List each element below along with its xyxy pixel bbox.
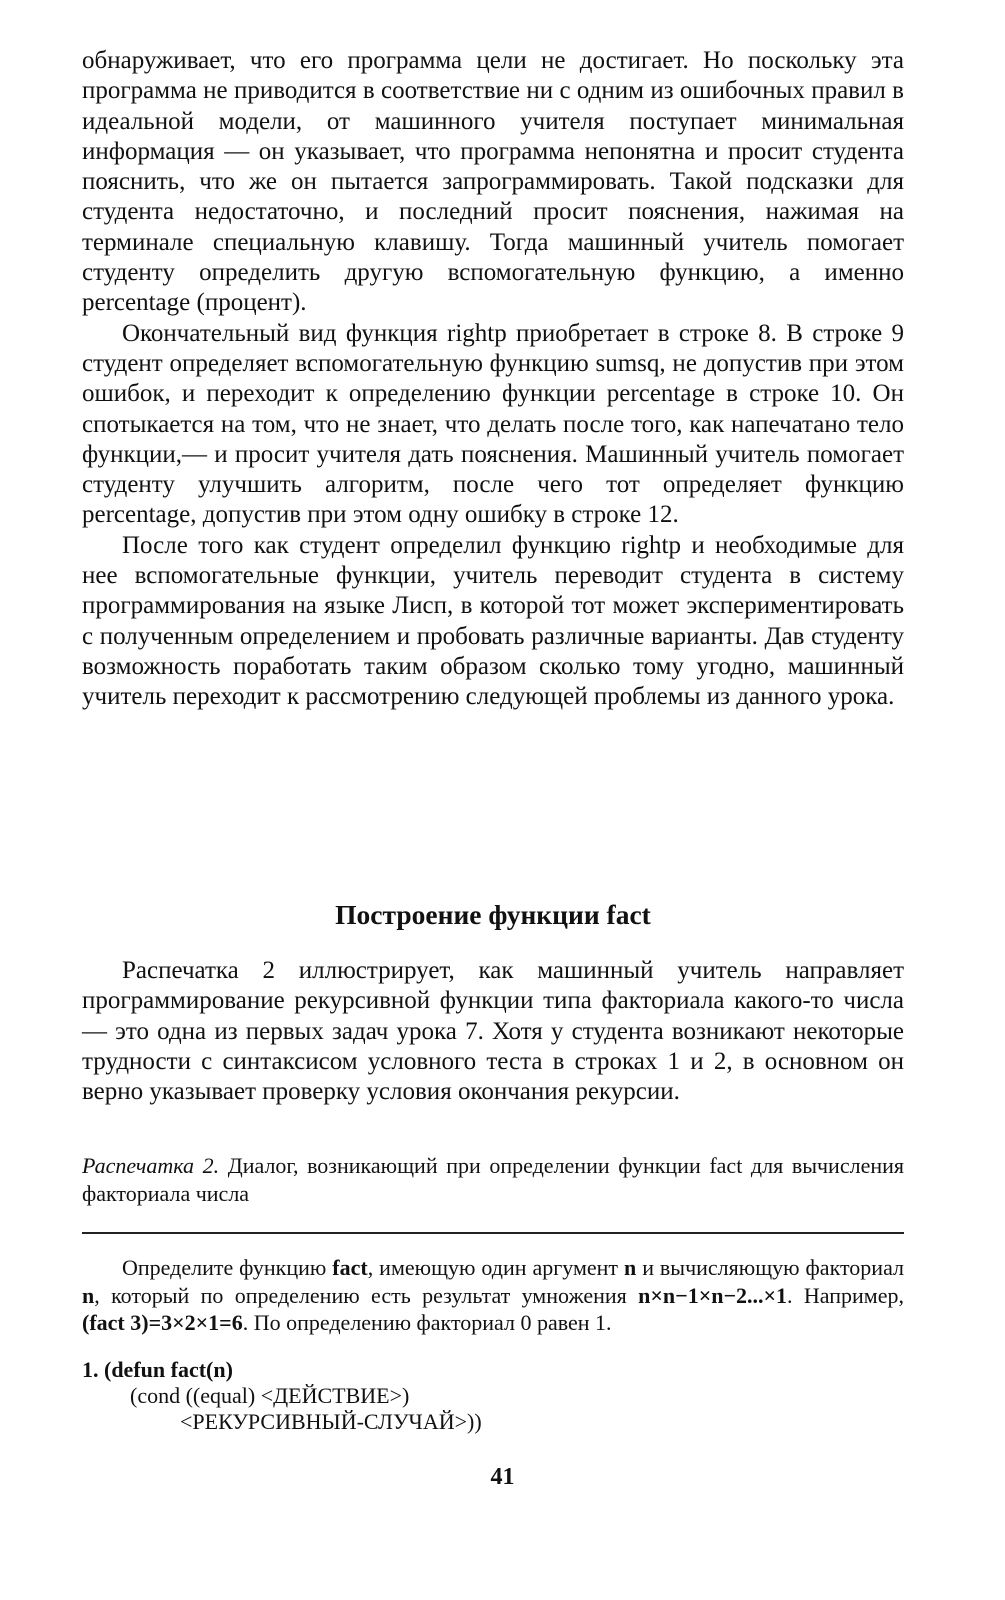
task-expression: n×n−1×n−2...×1 — [638, 1282, 788, 1308]
task-part-6: . По определению факториал 0 равен 1. — [242, 1310, 612, 1335]
task-part-1: Определите функцию — [122, 1255, 327, 1280]
main-text — [82, 46, 904, 713]
code-line-3: <РЕКУРСИВНЫЙ-СЛУЧАЙ>)) — [180, 1409, 482, 1434]
code-line-1: 1. (defun fact(n) — [82, 1357, 233, 1382]
paragraph-3: После того как студент определил функцию rightp и необходимые для нее вспомогательные функции, учитель переводит студента в систему программирования на языке Лисп, в которой тот может экспериментировать с полученным определением и пробовать различные варианты. Дав студенту возможность поработать таким образом сколько тому угодно, машинный учитель переходит к рассмотрению следующей проблемы из данного урока. — [82, 531, 904, 711]
listing-caption — [82, 1152, 904, 1207]
page-number: 41 — [490, 1464, 515, 1490]
task-part-4: , который по определению есть результат умножения — [94, 1282, 627, 1308]
code-line-2: (cond ((equal) <ДЕЙСТВИЕ>) — [130, 1383, 410, 1408]
section-heading: Построение функции fact — [335, 899, 651, 930]
code-listing — [82, 1357, 904, 1435]
task-arg-2: n — [82, 1282, 95, 1308]
section-text — [82, 956, 904, 1107]
divider-line — [82, 1232, 904, 1234]
task-fn-name: fact — [332, 1255, 368, 1280]
task-part-5: . Например, — [787, 1282, 904, 1308]
task-statement — [82, 1254, 904, 1337]
section-paragraph: Распечатка 2 иллюстрирует, как машинный учитель направляет программирование рекурсивной функции типа факториала какого-то числа — это одна из первых задач урока 7. Хотя у студента возникают некоторые трудности с синтаксисом условного теста в строках 1 и 2, в основном он верно указывает проверку условия окончания рекурсии. — [82, 957, 904, 1106]
paragraph-2: Окончательный вид функция rightp приобретает в строке 8. В строке 9 студент определяет вспомогательную функцию sumsq, не допустив при этом ошибок, и переходит к определению функции percentage в строке 10. Он спотыкается на том, что не знает, что делать после того, как напечатано тело функции,— и просит учителя дать пояснения. Машинный учитель помогает студенту улучшить алгоритм, после чего тот определяет функцию percentage, допустив при этом одну ошибку в строке 12. — [82, 319, 904, 529]
task-example: (fact 3)=3×2×1=6 — [82, 1310, 243, 1335]
task-part-2: , имеющую один аргумент — [367, 1255, 619, 1280]
task-part-3: и вычисляющую факториал — [642, 1255, 904, 1280]
caption-text: Диалог, возникающий при определении функции fact для вычисления факториала числа — [82, 1153, 905, 1206]
caption-label: Распечатка 2. — [82, 1153, 220, 1178]
paragraph-1: обнаруживает, что его программа цели не достигает. Но поскольку эта программа не приводится в соответствие ни с одним из ошибочных правил в идеальной модели, от машинного учителя поступает минимальная информация — он указывает, что программа непонятна и просит студента пояснить, что же он пытается запрограммировать. Такой подсказки для студента недостаточно, и последний просит пояснения, нажимая на терминале специальную клавишу. Тогда машинный учитель помогает студенту определить другую вспомогательную функцию, а именно percentage (процент). — [82, 47, 904, 317]
task-arg: n — [623, 1255, 637, 1280]
